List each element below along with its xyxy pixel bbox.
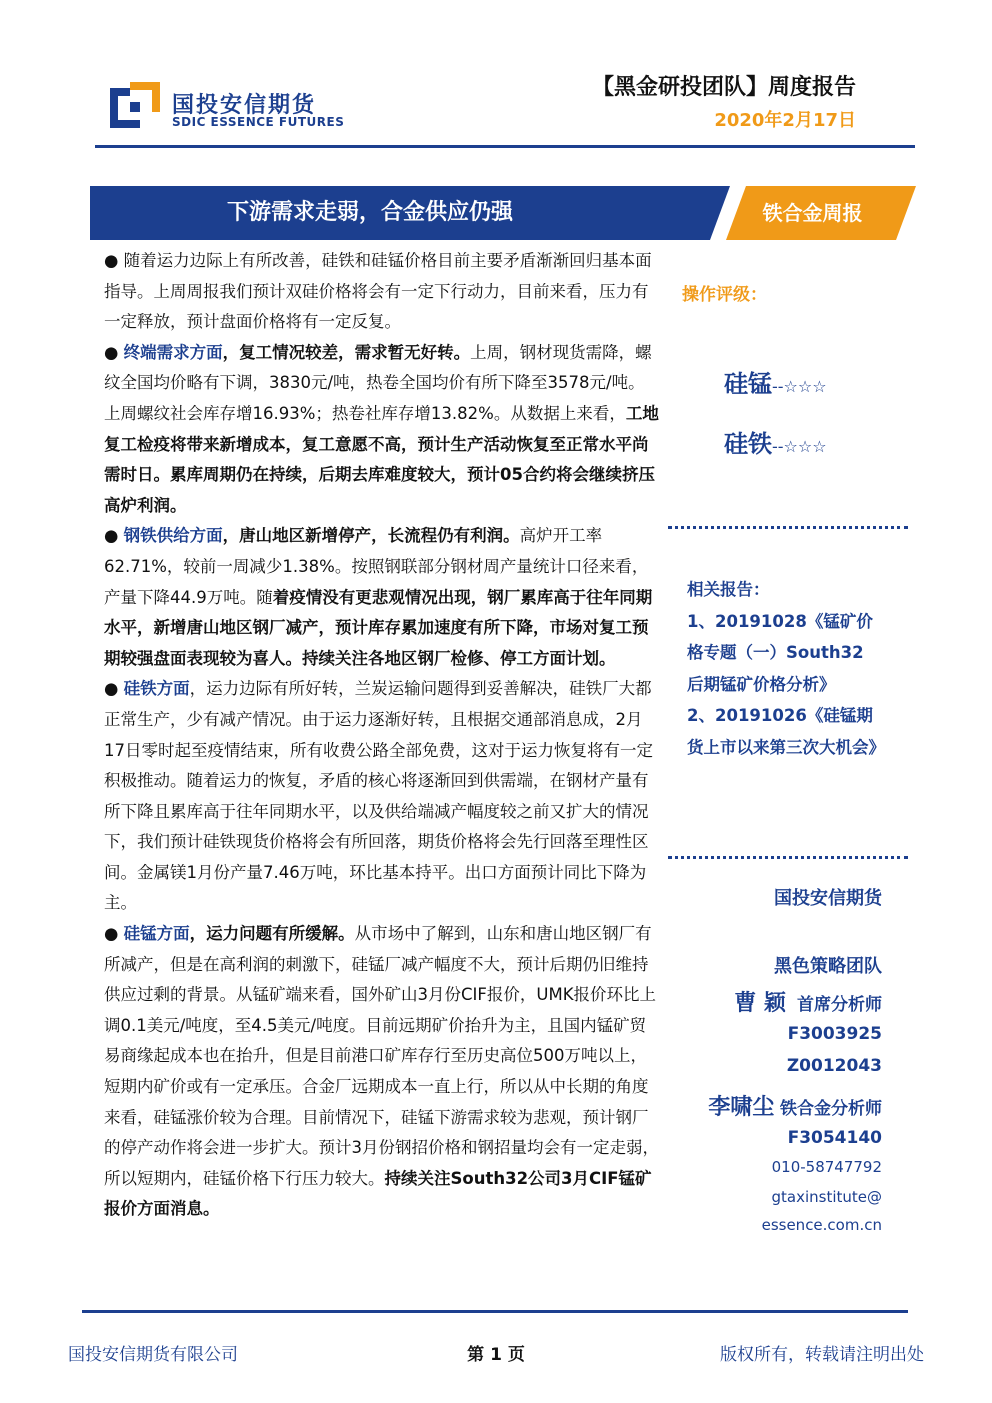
bold-text: 着疫情没有更悲观情况出现，钢厂累库高于往年同期水平，新增唐山地区钢厂减产，预计库存累加速度有所下降，市场对复工预期较强盘面表现较为喜人。持续关注各地区钢厂检修、停工方面计划。	[104, 587, 653, 668]
analyst-2-license: F3054140	[787, 1128, 882, 1148]
header-divider	[95, 145, 915, 148]
related-report-line: 2、20191026《硅锰期	[687, 706, 873, 726]
body-text: ，运力边际有所好转，兰炭运输问题得到妥善解决，硅铁厂大都正常生产，少有减产情况。由于运力逐渐好转，且根据交通部消息成，2月17日零时起至疫情结束，所有收费公路全部免费，这对于运力恢复将有一定积极推动。随着运力的恢复，矛盾的核心将逐渐回到供需端，在钢材产量有所下降且累库高于往年同期水平，以及供给端减产幅度较之前又扩大的情况下，我们预计硅铁现货价格将会有所回落，期货价格将会先行回落至理性区间。金属镁1月份产量7.46万吨，环比基本持平。出口方面预计同比下降为主。	[104, 679, 653, 913]
star-rating-icon: ☆☆☆	[783, 437, 827, 456]
related-reports-title: 相关报告：	[687, 580, 770, 599]
page-number: 第 1 页	[467, 1345, 525, 1365]
analyst-1	[734, 986, 882, 1017]
dotted-divider	[668, 856, 908, 859]
company-logo-icon	[110, 82, 160, 128]
rating-ferrosilicon	[724, 424, 827, 459]
bold-text: ，唐山地区新增停产，长流程仍有利润。	[222, 526, 520, 546]
bullet: ●	[104, 342, 124, 362]
paragraph-intro: ● 随着运力边际上有所改善，硅铁和硅锰价格目前主要矛盾渐渐回归基本面指导。上周周报我们预计双硅价格将会有一定下行动力，目前来看，压力有一定释放，预计盘面价格将有一定反复。	[104, 251, 652, 332]
related-report-line: 后期锰矿价格分析》	[687, 674, 836, 694]
footer-company: 国投安信期货有限公司	[68, 1345, 238, 1365]
star-rating-icon: ☆☆☆	[783, 377, 827, 396]
bullet: ●	[104, 679, 124, 699]
logo-chinese-name: 国投安信期货	[172, 93, 317, 118]
section-heading-silicomanganese: 硅锰方面	[123, 924, 190, 944]
company-name: 国投安信期货	[774, 888, 882, 909]
bold-text: ，运力问题有所缓解。	[189, 924, 355, 944]
rating-label: 操作评级：	[682, 285, 767, 305]
analyst-1-role: 首席分析师	[797, 995, 882, 1015]
analyst-1-license-2: Z0012043	[786, 1056, 882, 1076]
related-reports	[687, 574, 912, 764]
bold-text: ，复工情况较差，需求暂无好转。	[222, 342, 471, 362]
analyst-1-license: F3003925	[787, 1024, 882, 1044]
main-body	[104, 246, 660, 1225]
paragraph-ferrosilicon	[104, 674, 660, 919]
analyst-1-name: 曹 颖	[734, 991, 786, 1016]
footer-divider	[82, 1310, 908, 1313]
related-report-line: 货上市以来第三次大机会》	[687, 737, 885, 757]
contact-email[interactable]: gtaxinstitute@	[771, 1188, 882, 1206]
contact-phone: 010-58747792	[771, 1158, 882, 1176]
rating-name: 硅铁	[724, 430, 772, 458]
rating-separator: --	[772, 437, 784, 456]
body-text: 上周，钢材现货需降，螺纹全国均价略有下调，3830元/吨，热卷全国均价有所下降至3578元/吨。上周螺纹社会库存增16.93%；热卷社库存增13.82%。从数据上来看，	[104, 342, 652, 423]
section-heading-steel-supply: 钢铁供给方面	[123, 526, 223, 546]
banner-title: 下游需求走弱，合金供应仍强	[226, 200, 513, 225]
team-name: 黑色策略团队	[774, 956, 882, 977]
bold-text: 持续关注South32公司3月CIF锰矿报价方面消息。	[104, 1168, 652, 1219]
report-date: 2020年2月17日	[714, 110, 856, 131]
analyst-2-name: 李啸尘	[708, 1095, 775, 1120]
footer-copyright: 版权所有，转载请注明出处	[720, 1345, 924, 1365]
bullet: ●	[104, 526, 124, 546]
section-heading-ferrosilicon: 硅铁方面	[123, 679, 190, 699]
banner-tag: 铁合金周报	[762, 201, 863, 225]
related-report-line: 1、20191028《锰矿价	[687, 611, 873, 631]
paragraph-silicomanganese	[104, 919, 660, 1225]
bullet: ●	[104, 924, 124, 944]
body-text: 高炉开工率62.71%，较前一周减少1.38%。按照钢联部分钢材周产量统计口径来看，产量下降44.9万吨。随	[104, 526, 649, 607]
section-heading-demand: 终端需求方面	[123, 342, 223, 362]
rating-silicomanganese	[724, 364, 827, 399]
body-text: 从市场中了解到，山东和唐山地区钢厂有所减产，但是在高利润的刺激下，硅锰厂减产幅度不大，预计后期仍旧维持供应过剩的背景。从锰矿端来看，国外矿山3月份CIF报价，UMK报价环比上调0.1美元/吨度，至4.5美元/吨度。目前远期矿价抬升为主，且国内锰矿贸易商缘起成本也在抬升，但是目前港口矿库存行至历史高位500万吨以上，短期内矿价或有一定承压。合金厂远期成本一直上行，所以从中长期的角度来看，硅锰涨价较为合理。目前情况下，硅锰下游需求较为悲观，预计钢厂的停产动作将会进一步扩大。预计3月份钢招价格和钢招量均会有一定走弱，所以短期内，硅锰价格下行压力较大。	[104, 924, 659, 1188]
paragraph-demand	[104, 338, 660, 522]
report-title: 【黑金研投团队】周度报告	[591, 75, 856, 100]
rating-name: 硅锰	[724, 370, 772, 398]
bold-text: 工地复工检疫将带来新增成本，复工意愿不高，预计生产活动恢复至正常水平尚需时日。累库周期仍在持续，后期去库难度较大，预计05合约将会继续挤压高炉利润。	[104, 403, 659, 515]
analyst-2-role: 铁合金分析师	[780, 1099, 882, 1119]
analyst-2	[708, 1090, 882, 1121]
dotted-divider	[668, 526, 908, 529]
rating-separator: --	[772, 377, 784, 396]
logo-english-name: SDIC ESSENCE FUTURES	[172, 115, 345, 129]
related-report-line: 格专题（一）South32	[687, 643, 864, 663]
paragraph-steel-supply	[104, 521, 660, 674]
contact-email-domain[interactable]: essence.com.cn	[761, 1216, 882, 1234]
